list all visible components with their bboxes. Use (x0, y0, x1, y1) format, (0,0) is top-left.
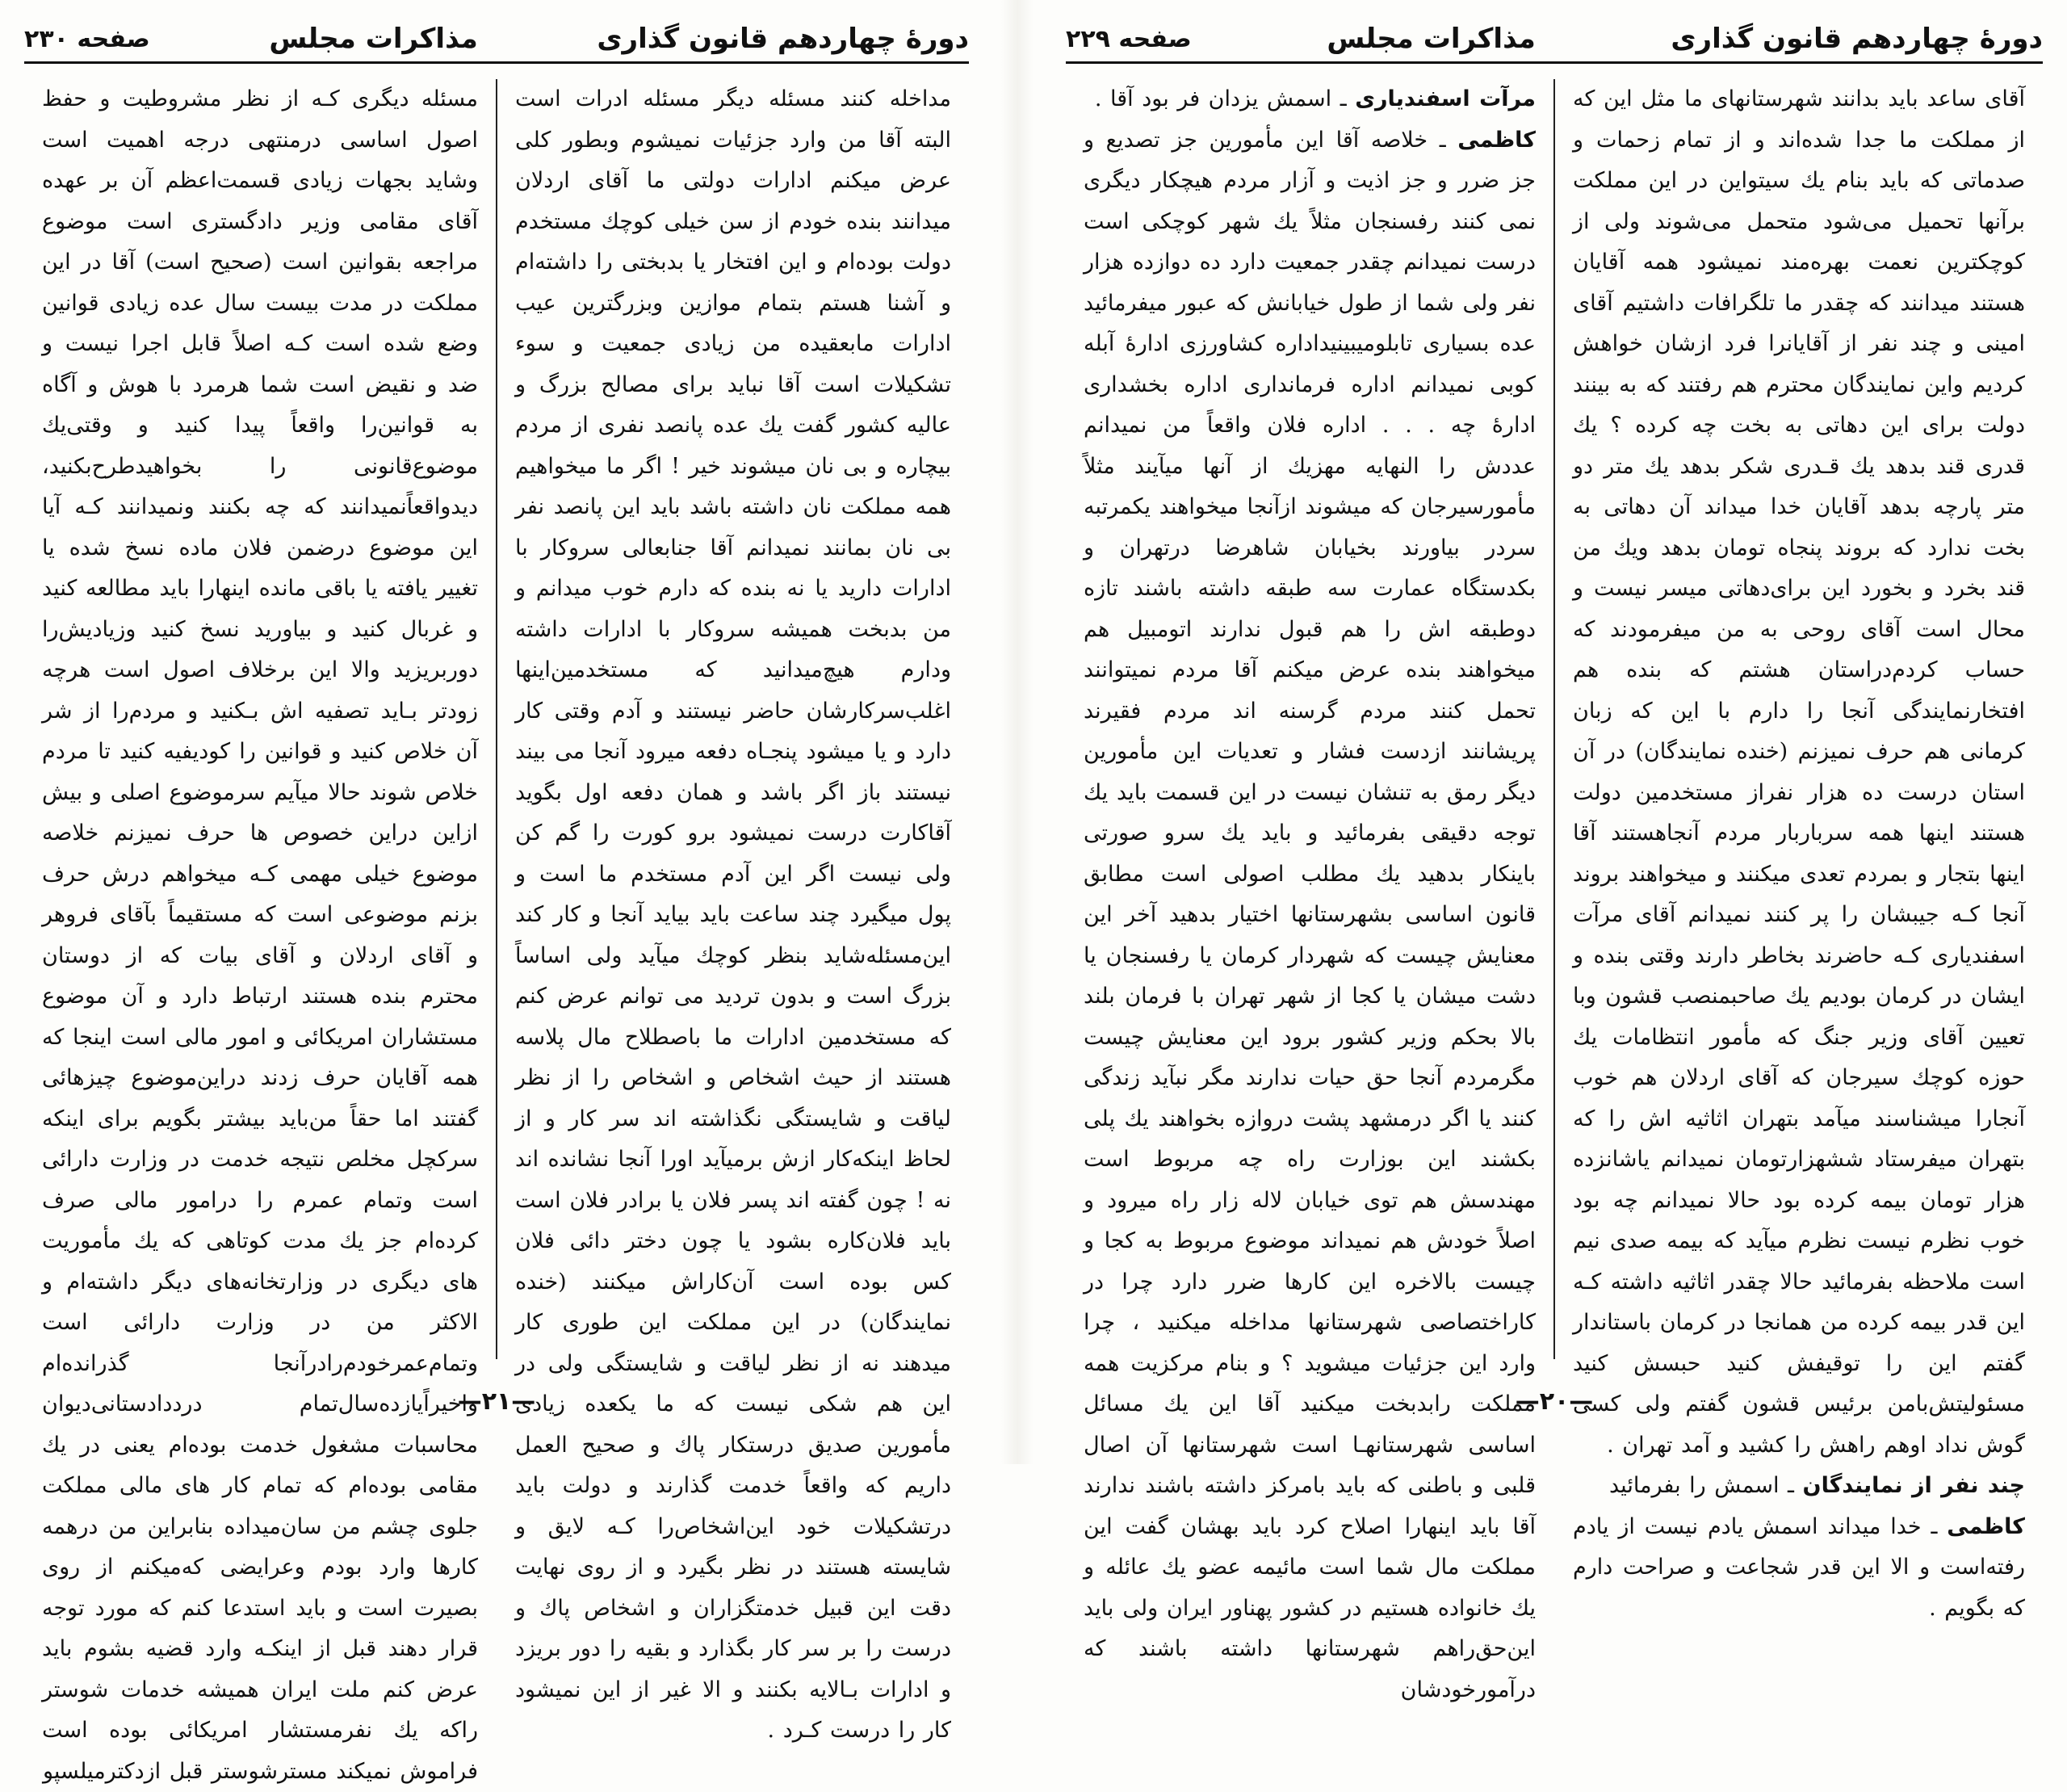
left-column-left-text: مسئله دیگری کـه از نظر مشروطیت و حفظ اصول اساسی درمنتهی درجه اهمیت است وشاید بجهات زیادی قسمت‌اعظم آن بر عهده آقای مقامی وزیر دادگستری است موضوع مراجعه بقوانین است (صحیح است) آقا در این مملکت در مدت بیست سال عده زیادی قوانین وضع شده است کـه اصلاً قابل اجرا نیست و ضد و نقیض است شما هرمرد با هوش و آگاه به قوانین‌را واقعاً پیدا کنید و وقتی‌یك موضوع‌قانونی را بخواهیدطرح‌بکنید، دیدواقعاًنمیدانند که چه بکنند ونمیدانند کـه آیا این موضوع درضمن فلان ماده نسخ شده یا تغییر یافته یا باقی مانده اینهارا باید مطالعه کنید و غربال کنید و بیاورید نسخ کنید وزیادیش‌را دوربریزید والا این برخلاف اصول است هرچه زودتر بـاید تصفیه اش بـکنید و مردم‌را از شر آن خلاص کنید و قوانین را کودیفیه کنید تا مردم خلاص شوند حالا میآیم سرموضوع اصلی و بیش ازاین دراین خصوص ها حرف نمیزنم خلاصه موضوع خیلی مهمی کـه میخواهم درش حرف بزنم موضوعی است که مستقیماً بآقای فروهر و آقای اردلان و آقای بیات که از دوستان محترم بنده هستند ارتباط دارد و آن موضوع مستشاران امریکائی و امور مالی است اینجا که همه آقایان حرف زدند دراین‌موضوع چیزهائی گفتند اما حقاً من‌باید بیشتر بگویم برای اینکه سرکچل مخلص نتیجه خدمت در وزارت دارائی است وتمام عمرم را درامور مالی صرف کرده‌ام جز یك مدت کوتاهی که یك مأموریت های دیگری در وزارتخانه‌های دیگر داشته‌ام و الاکثر من در وزارت دارائی است وتمام‌عمرخودم‌رادرآنجا گذرانده‌ام واخیراًیازده‌سال‌تمام درددادستانی‌دیوان محاسبات مشغول خدمت بوده‌ام یعنی در یك مقامی بوده‌ام که تمام کار های مالی مملکت جلوی چشم من سان‌میداده بنابراین من درهمه کارها وارد بودم وعرایضی که‌میکنم از روی بصیرت است و باید استدعا کنم که مورد توجه قرار دهند قبل از اینکـه وارد قضیه بشوم باید عرض کنم ملت ایران همیشه خدمات شوستر راکه یك نفرمستشار امریکائی بوده است فراموش نمیکند مسترشوستر قبل ازدکترمیلسپو (42, 86, 478, 1784)
book-gutter (1001, 0, 1034, 1464)
right-page-folio: —۲۰— (1515, 1387, 1594, 1416)
text-segment: ـ خدا میداند اسمش یادم نیست از یادم رفته‌است و الا این قدر شجاعت و صراحت دارم که بگویم . (1573, 1513, 2025, 1621)
left-header-period: دورهٔ چهاردهم قانون گذاری (597, 23, 969, 55)
left-column-right (497, 79, 969, 1743)
speaker-name: مرآت اسفندیاری (1355, 86, 1536, 111)
left-column-right-text: مداخله کنند مسئله دیگر مسئله ادرات است البته آقا من وارد جزئیات نمیشوم وبطور کلی عرض میکنم ادارات دولتی ما آقای اردلان میدانند بنده خودم از سن خیلی کوچك مستخدم دولت بوده‌ام و این افتخار یا بدبختی را داشته‌ام و آشنا هستم بتمام موازین وبزرگترین عیب ادارات مابعقیده من زیادی جمعیت و سوء تشکیلات است آقا نباید برای مصالح بزرگ و عالیه کشور گفت یك عده پانصد نفری از مردم بیچاره و بی نان میشوند خیر ! اگر ما میخواهیم همه مملکت نان داشته باشد باید این پانصد نفر بی نان بمانند نمیدانم آقا جنابعالی سروکار با ادارات دارید یا نه بنده که دارم خوب میدانم و من بدبخت همیشه سروکار با ادارات داشته ودارم هیچ‌میدانید که مستخدمین‌اینها اغلب‌سرکارشان حاضر نیستند و آدم وقتی کار دارد و یا میشود پنجـاه دفعه میرود آنجا می بیند نیستند باز اگر باشد و همان دفعه اول بگوید آقاکارت درست نمیشود برو کورت را گم کن ولی نیست اگر این آدم مستخدم ما است و پول میگیرد چند ساعت باید بیاید آنجا و کار کند این‌مسئله‌شاید بنظر کوچك میآید ولی اساساً بزرگ است و بدون تردید می توانم عرض کنم که مستخدمین ادارات ما باصطلاح مال پلاسه هستند از حیث اشخاص و اشخاص را از نظر لیاقت و شایستگی نگذاشته اند سر کار و از لحاظ اینکه‌کار ازش برمیآید اورا آنجا نشانده اند نه ! چون گفته اند پسر فلان یا برادر فلان است باید فلان‌کاره بشود یا چون دختر دائی فلان کس بوده است آن‌کاراش میکنند (خنده نمایندگان) در این مملکت این طوری کار میدهند نه از نظر لیاقت و شایستگی ولی در این هم شکی نیست که ما یکعده زیادی مأمورین صدیق درستکار پاك و صحیح العمل داریم که واقعاً خدمت گذارند و دولت باید درتشکیلات خود این‌اشخاص‌را کـه لایق و شایسته هستند در نظر بگیرد و از روی نهایت دقت این قبیل خدمتگزاران و اشخاص پاك و درست را بر سر کار بگذارد و بقیه را دور بریزد و ادارات بـالایه بکنند و الا غیر از این نمیشود کار را درست کـرد . (515, 86, 951, 1743)
speaker-name: کاظمی (1457, 127, 1536, 153)
speaker-name: کاظمی (1947, 1513, 2025, 1539)
speaker-name: چند نفر از نمایندگان (1802, 1473, 2025, 1498)
right-page (1042, 0, 2067, 1702)
left-header-page-label: صفحه ۲۳۰ (24, 24, 150, 53)
text-segment: ـ اسمش یزدان فر بود آقا . (1094, 86, 1356, 111)
right-column-right (1555, 79, 2043, 1621)
text-segment: ـ خلاصه آقا این مأمورین جز تصدیع و جز ضرر و جز اذیت و آزار مردم هیچکار دیگری نمی کنند رفسنجان مثلاً یك شهر کوچکی است درست نمیدانم چقدر جمعیت دارد ده دوازده هزار نفر ولی شما از طول خیابانش که عبور میفرمائید عده بسیاری تابلومیبینیداداره کشاورزی ادارهٔ آبله کوبی نمیدانم اداره فرمانداری اداره بخشداری ادارهٔ چه . . . اداره فلان واقعاً من نمیدانم عددش را النهایه مهزیك از آنها میآیند مثلاً مأمورسیرجان که میشوند ازآنجا میخواهند یکمرتبه سردر بیاورند بخیابان شاهرضا درتهران و بکدستگاه عمارت سه طبقه داشته باشند تازه دوطبقه اش را هم قبول ندارند اتومبیل هم میخواهند بنده عرض میکنم آقا مردم نمیتوانند تحمل کنند مردم گرسنه اند مردم فقیرند پریشانند ازدست فشار و تعدیات این مأمورین دیگر رمق به تنشان نیست در این قسمت باید یك توجه دقیقی بفرمائید و باید یك سرو صورتی باینکار بدهید یك مطلب اصولی است مطابق قانون اساسی بشهرستانها اختیار بدهید آخر این معنایش چیست که شهردار کرمان یا رفسنجان یا دشت میشان یا کجا از شهر تهران با فرمان بلند بالا بحکم وزیر کشور برود این معنایش چیست مگرمردم آنجا حق حیات ندارند مگر نبآید زندگی کنند یا اگر درمشهد پشت دروازه بخواهند یك پلی بکشند این بوزارت راه چه مربوط است مهندسش هم توی خیابان لاله زار راه میرود و اصلاً خودش هم نمیداند موضوع مربوط به کجا و چیست بالاخره این کارها ضرر دارد چرا در کاراختصاصی شهرستانها مداخله میکنید ، چرا وارد این جزئیات میشوید ؟ و بنام مرکزیت همه مملکت رابدبخت میکنید آقا این یك مسائل اساسی شهرستانهـا است شهرستانها آن اصال قلبی و باطنی که باید بامرکز داشته باشند ندارند آقا باید اینهارا اصلاح کرد باید بهشان گفت این مملکت مال شما است مائیمه عضو یك عائله و یك خانواده هستیم در کشور پهناور ایران ولی باید این‌حق‌راهم شهرستانها داشته باشند که درآمورخودشان (1084, 127, 1536, 1702)
left-page-folio: —۲۱— (457, 1387, 536, 1416)
text-segment: ـ اسمش را بفرمائید (1609, 1473, 1803, 1498)
right-header-title: مذاکرات مجلس (1327, 23, 1536, 55)
right-header-period: دورهٔ چهاردهم قانون گذاری (1671, 23, 2043, 55)
right-header-page-label: صفحه ۲۲۹ (1066, 24, 1192, 53)
left-page-header (24, 16, 969, 64)
right-column-left-text (1084, 79, 1536, 1710)
right-page-header (1066, 16, 2043, 64)
left-header-title: مذاکرات مجلس (269, 23, 478, 55)
left-page (0, 0, 993, 1784)
text-segment: آقای ساعد باید بدانند شهرستانهای ما مثل این که از مملکت ما جدا شده‌اند و از تمام زحمات و صدماتی که باید بنام یك سیتواین در این مملکت برآنها تحمیل می‌شود متحمل می‌شوند ولی از کوچکترین نعمت بهره‌مند نمیشود همه آقایان هستند میدانند که چقدر ما تلگرافات داشتیم آقای امینی و چند نفر از آقایانرا فرد ازشان خواهش کردیم واین نمایندگان محترم هم رفتند که به بینند دولت برای این دهاتی به بخت چه کرده ؟ یك قدری قند بدهد یك قـدری شکر بدهد یك متر دو متر پارچه بدهد آقایان خدا میداند آن دهاتی به بخت ندارد که بروند پنجاه تومان بدهد ویك من قند بخرد و بخورد این برای‌دهاتی میسر نیست و محال است آقای روحی به من میفرمودند که حساب کردم‌دراستان هشتم که بنده هم افتخارنمایندگی آنجا را دارم با این که زبان کرمانی هم حرف نمیزنم (خنده نمایندگان) در آن استان درست ده هزار نفراز مستخدمین دولت هستند اینها همه سرباربار مردم آنجاهستند آقا اینها بتجار و بمردم تعدی میکنند و میخواهند بروند آنجا کـه جیبشان را پر کنند نمیدانم آقای مرآت اسفندیاری کـه حاضرند بخاطر دارند وقتی بنده و ایشان در کرمان بودیم یك صاحبمنصب قشون وبا تعیین آقای وزیر جنگ که مأمور انتظامات یك حوزه کوچك سیرجان که آقای اردلان هم خوب آنجارا میشناسند میآمد بتهران اثاثیه اش را که بتهران میفرستاد ششهزارتومان نمیدانم یاشانزده هزار تومان بیمه کرده بود حالا نمیدانم چه بود خوب نظرم نیست نظرم میآید که بیمه صدی نیم است ملاحظه بفرمائید حالا چقدر اثاثیه داشته کـه این قدر بیمه کرده من همانجا در کرمان باستاندار گفتم این را توقیفش کنید حبسش کنید مسئولیتش‌بامن برئیس قشون گفتم ولی کسی گوش نداد اوهم راهش را کشید و آمد تهران . (1573, 86, 2025, 1458)
